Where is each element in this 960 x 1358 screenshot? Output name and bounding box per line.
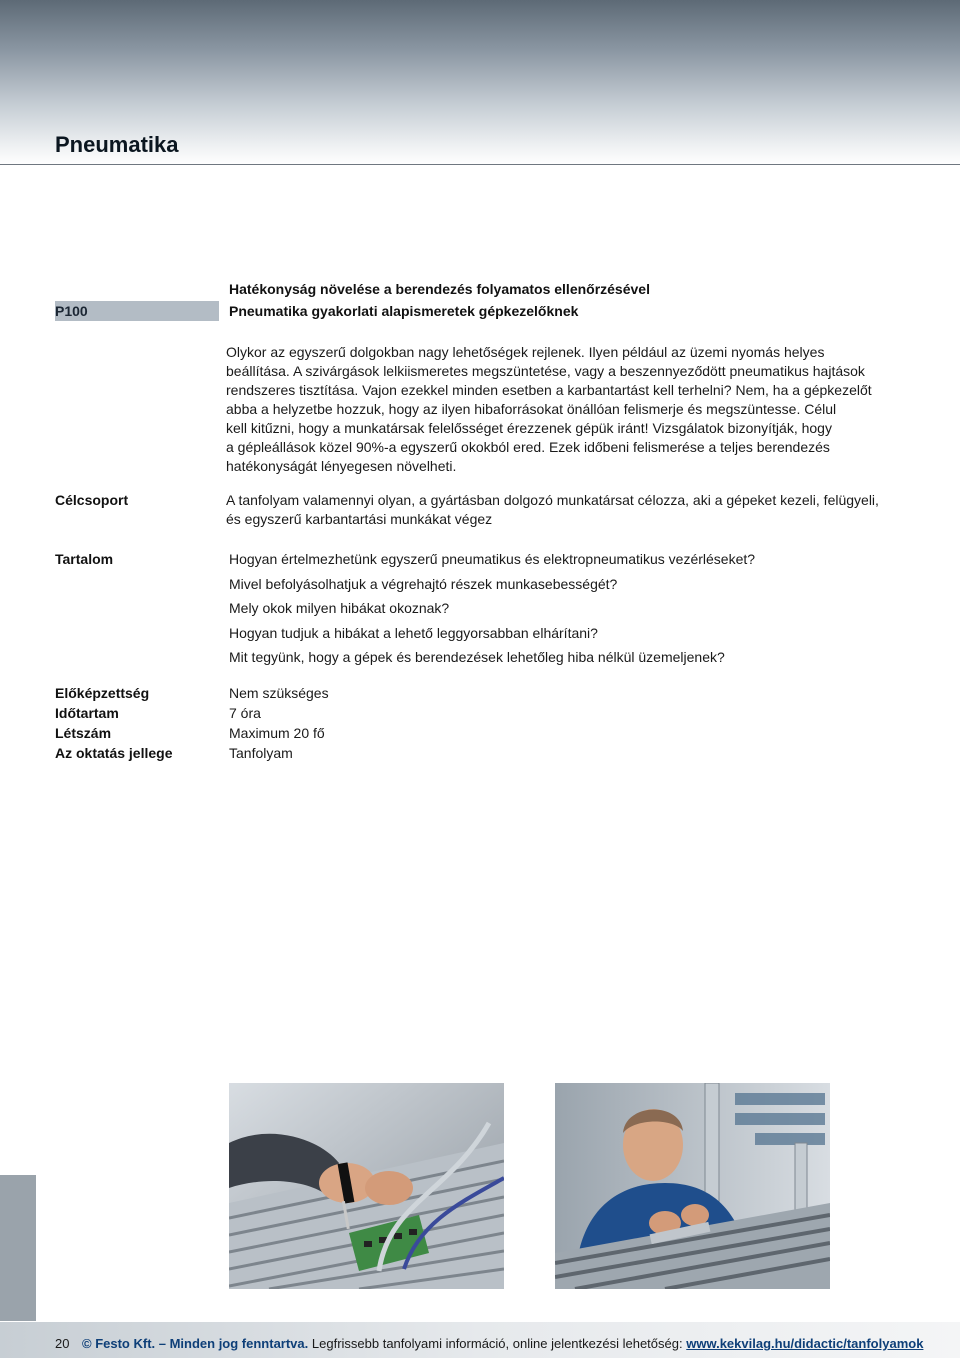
- content-label: Tartalom: [55, 551, 114, 567]
- intro-line: hatékonyságát lényegesen növelheti.: [226, 458, 457, 474]
- content-item: Mivel befolyásolhatjuk a végrehajtó részek munkasebességét?: [229, 575, 618, 592]
- target-group-line: A tanfolyam valamennyi olyan, a gyártásban dolgozó munkatársat célozza, aki a gépeket kezeli, felügyeli,: [226, 492, 879, 508]
- content-item: Hogyan értelmezhetünk egyszerű pneumatikus és elektropneumatikus vezérléseket?: [229, 551, 756, 567]
- duration-label: Időtartam: [55, 705, 119, 721]
- footer-line: [82, 1336, 923, 1351]
- footer-link[interactable]: www.kekvilag.hu/didactic/tanfolyamok: [686, 1336, 924, 1351]
- photo-technician-hands: [229, 1083, 504, 1289]
- footer-copyright: © Festo Kft. – Minden jog fenntartva.: [82, 1336, 309, 1351]
- intro-line: kell kitűzni, hogy a munkatársak felelősséget érezzenek gépük iránt! Vizsgálatok bizonyítják, hogy: [226, 420, 832, 436]
- content-list: [229, 550, 755, 673]
- target-group-label: Célcsoport: [55, 492, 129, 508]
- intro-line: Olykor az egyszerű dolgokban nagy lehetőségek rejlenek. Ilyen például az üzemi nyomás helyes: [226, 344, 825, 360]
- course-heading-line1: Hatékonyság növelése a berendezés folyamatos ellenőrzésével: [229, 281, 650, 297]
- content-item: Mely okok milyen hibákat okoznak?: [229, 600, 450, 616]
- page-title: Pneumatika: [55, 132, 179, 157]
- header-divider: [0, 164, 960, 165]
- target-group-line: és egyszerű karbantartási munkákat végez: [226, 511, 493, 527]
- target-group-text: [226, 491, 879, 529]
- intro-line: beállítása. A szivárgások lelkiismeretes megszüntetése, vagy a beszennyeződött pneumatikus hajtások: [226, 363, 865, 379]
- photo-operator-machine: [555, 1083, 830, 1289]
- content-item: Hogyan tudjuk a hibákat a lehető leggyorsabban elhárítani?: [229, 624, 598, 641]
- course-heading-line2: Pneumatika gyakorlati alapismeretek gépkezelőknek: [229, 303, 579, 319]
- prerequisite-label: Előképzettség: [55, 685, 150, 701]
- details-values: [229, 685, 329, 765]
- headcount-label: Létszám: [55, 725, 112, 741]
- page-number: 20: [55, 1336, 70, 1351]
- prerequisite-value: Nem szükséges: [229, 685, 329, 701]
- course-code: P100: [55, 303, 88, 319]
- side-tab: [0, 1175, 36, 1321]
- footer-info: Legfrissebb tanfolyami információ, online jelentkezési lehetőség:: [311, 1336, 683, 1351]
- intro-line: a gépleállások közel 90%-a egyszerű okokból ered. Ezek időbeni felismerése a teljes berendezés: [226, 439, 830, 455]
- duration-value: 7 óra: [229, 705, 261, 721]
- headcount-value: Maximum 20 fő: [229, 725, 325, 741]
- course-intro: [226, 343, 872, 476]
- content-item: Mit tegyünk, hogy a gépek és berendezések lehetőleg hiba nélkül üzemeljenek?: [229, 649, 725, 665]
- intro-line: abba a helyzetbe hozzuk, hogy az ilyen hibaforrásokat önállóan felismerje és megszüntesse. Célul: [226, 401, 837, 417]
- details-labels: [55, 685, 173, 765]
- training-type-value: Tanfolyam: [229, 745, 293, 761]
- intro-line: rendszeres tisztítása. Vajon ezekkel minden esetben a karbantartást kell terhelni? Nem, ha a gépkezelőt: [226, 382, 872, 398]
- training-type-label: Az oktatás jellege: [55, 745, 173, 761]
